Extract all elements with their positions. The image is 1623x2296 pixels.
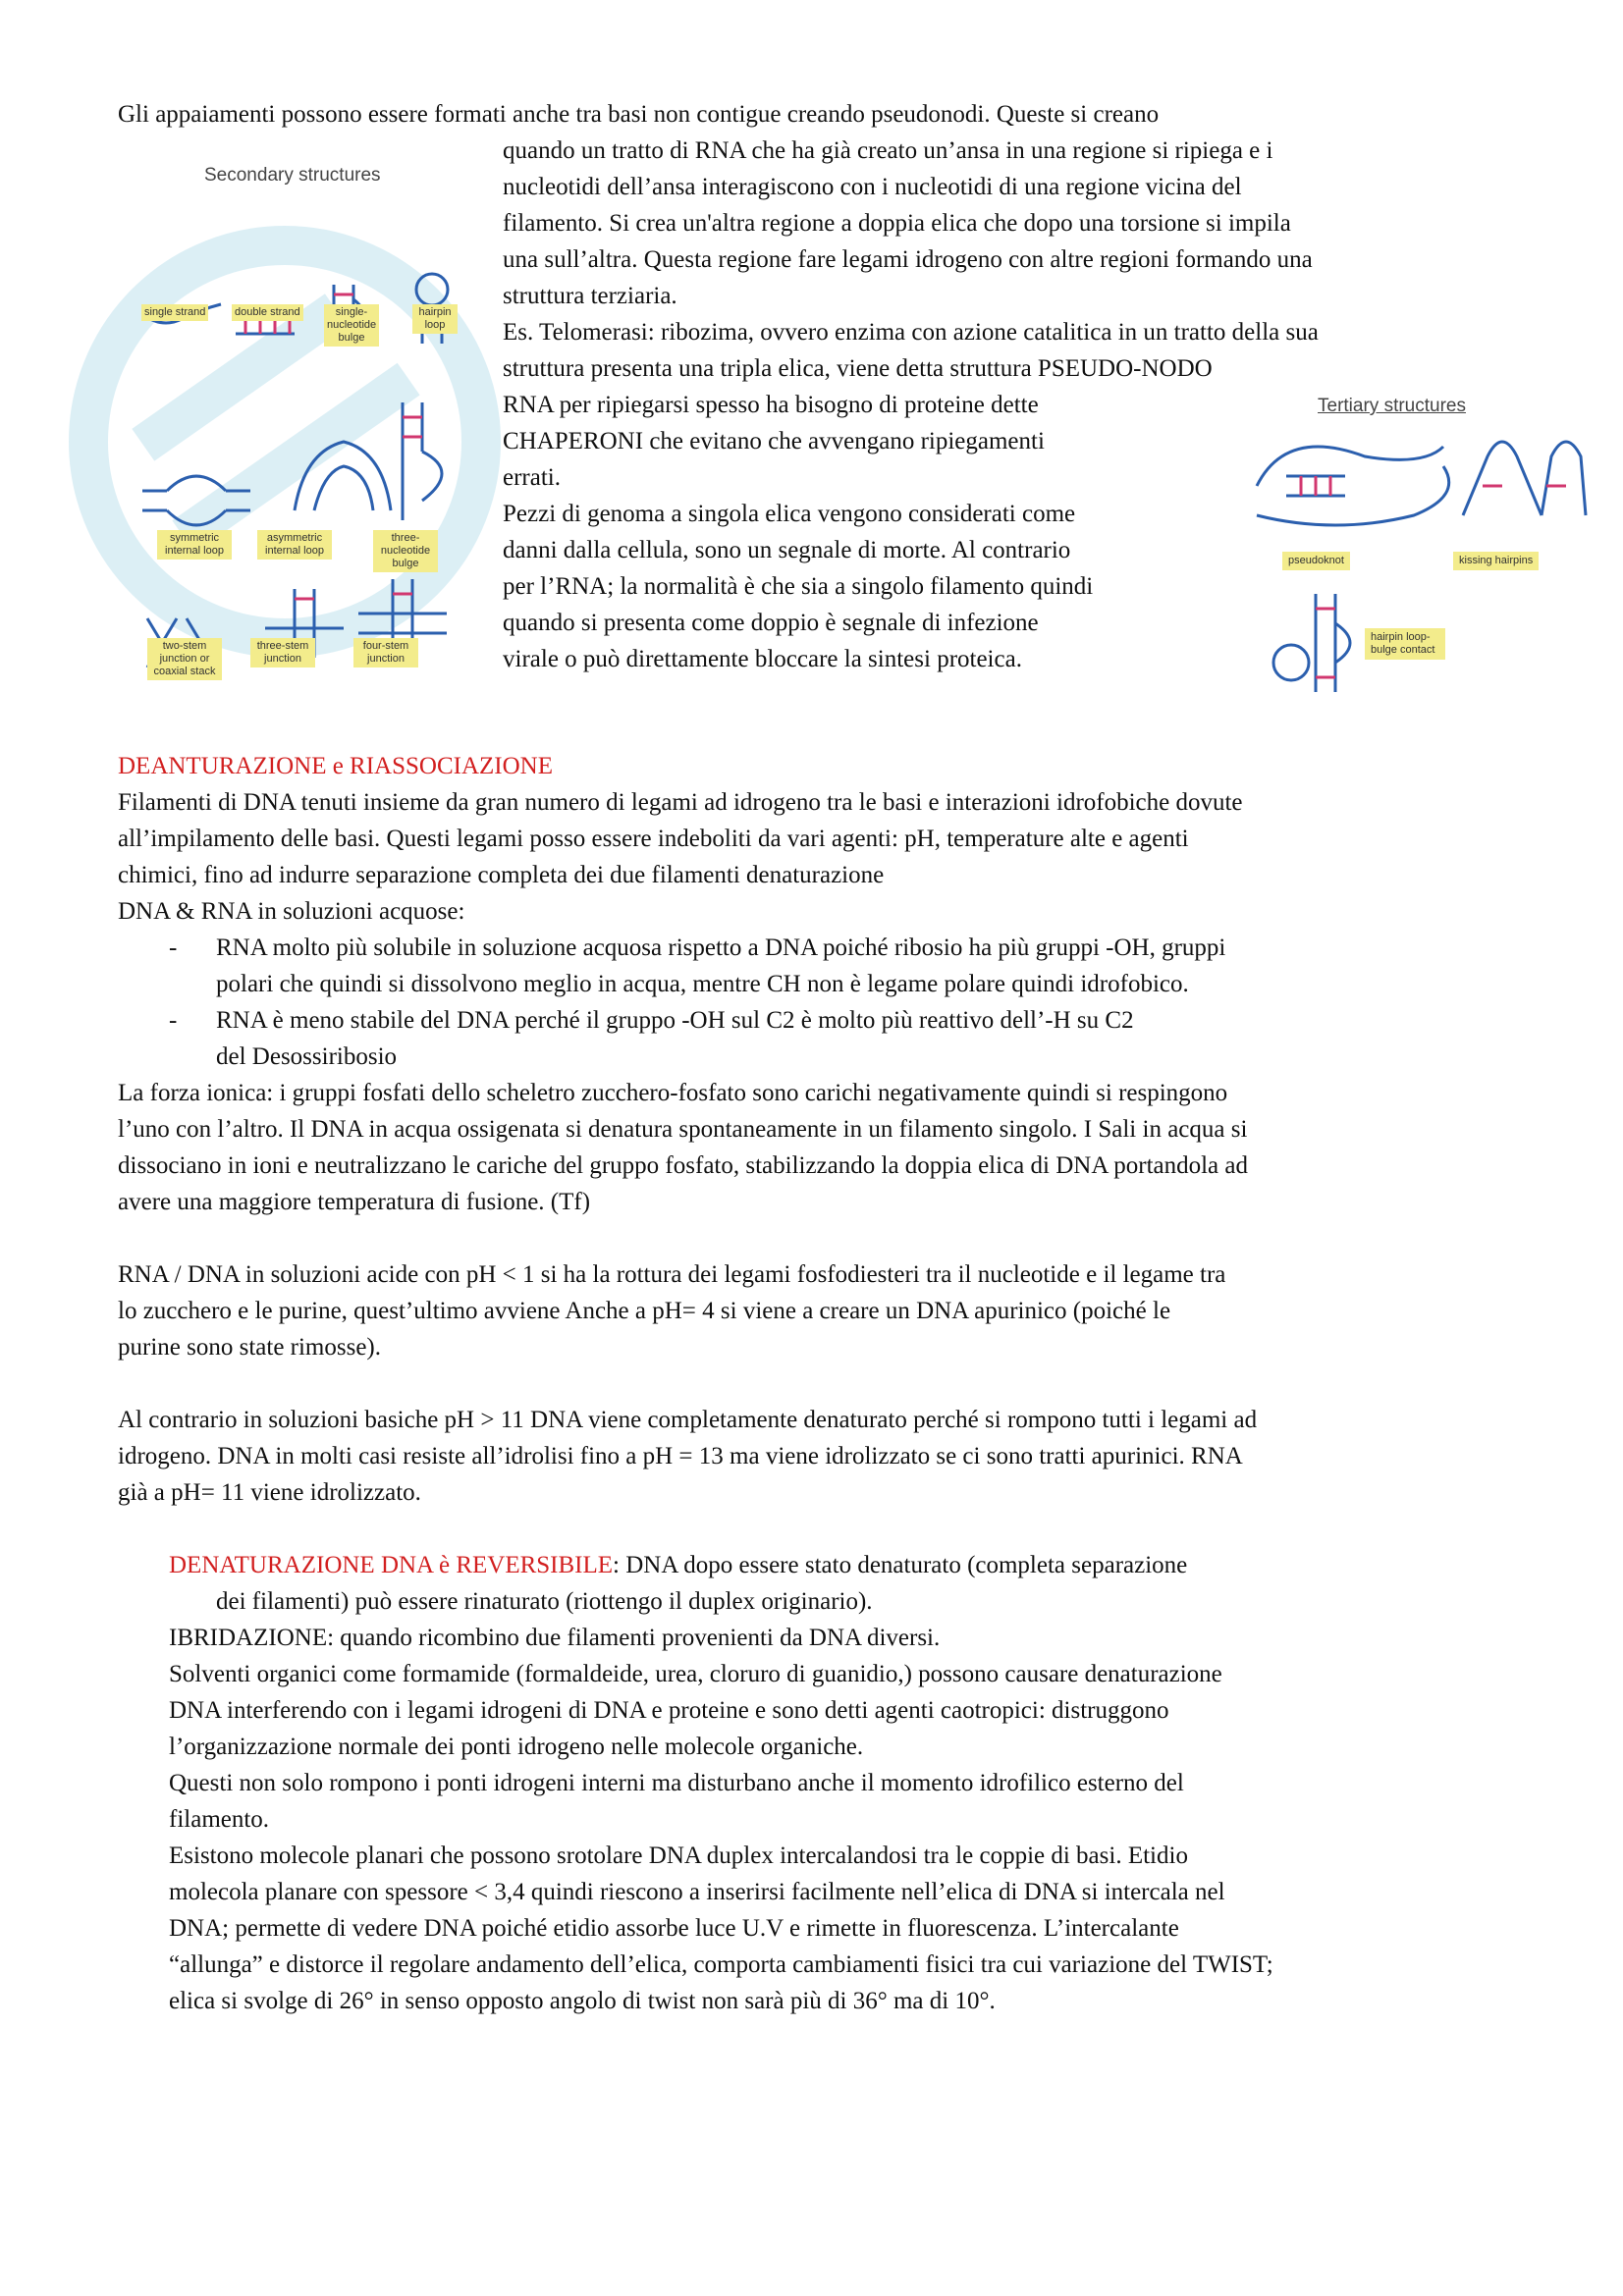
para5-line-4: l’organizzazione normale dei ponti idrogeno nelle molecole organiche. (169, 1734, 864, 1760)
intro-line-15: quando si presenta come doppio è segnale di infezione (503, 610, 1039, 636)
tertiary-structures-title: Tertiary structures (1318, 396, 1466, 416)
para5-line-7: Esistono molecole planari che possono srotolare DNA duplex intercalandosi tra le coppie di basi. Etidio (169, 1842, 1188, 1869)
intro-line-6: struttura terziaria. (503, 283, 677, 309)
label-two-stem-junction: two-stem junction or coaxial stack (147, 638, 222, 680)
para3-line-3: purine sono state rimosse). (118, 1334, 382, 1361)
label-four-stem-junction: four-stem junction (353, 638, 418, 667)
para4-line-3: già a pH= 11 viene idrolizzato. (118, 1479, 421, 1506)
intro-line-2: quando un tratto di RNA che ha già creato un’ansa in una regione si ripiega e i (503, 137, 1273, 164)
para5-line-3: DNA interferendo con i legami idrogeni di DNA e proteine e sono detti agenti caotropici: distruggono (169, 1697, 1169, 1724)
intro-line-9: RNA per ripiegarsi spesso ha bisogno di proteine dette (503, 392, 1039, 418)
intro-line-16: virale o può direttamente bloccare la sintesi proteica. (503, 646, 1022, 672)
tertiary-structures-figure (1247, 388, 1591, 712)
para2-line-1: La forza ionica: i gruppi fosfati dello scheletro zucchero-fosfato sono carichi negativamente quindi si respingono (118, 1080, 1228, 1106)
label-single-nucleotide-bulge: single-nucleotide bulge (324, 304, 379, 347)
section-heading: DEANTURAZIONE e RIASSOCIAZIONE (118, 753, 554, 779)
bullet-1-marker: - (169, 934, 178, 961)
secondary-structures-figure (137, 147, 501, 697)
para1-line-2: all’impilamento delle basi. Questi legami posso essere indeboliti da vari agenti: pH, temperature alte e agenti (118, 826, 1189, 852)
label-hairpin-loop: hairpin loop (412, 304, 458, 334)
intro-line-14: per l’RNA; la normalità è che sia a singolo filamento quindi (503, 573, 1094, 600)
reversible-rest: : DNA dopo essere stato denaturato (completa separazione (613, 1552, 1188, 1578)
intro-line-3: nucleotidi dell’ansa interagiscono con i nucleotidi di una regione vicina del (503, 174, 1242, 200)
reversible-line-2: dei filamenti) può essere rinaturato (riottengo il duplex originario). (216, 1588, 873, 1615)
reversible-line-1 (169, 1547, 1187, 1583)
para4-line-1: Al contrario in soluzioni basiche pH > 11 DNA viene completamente denaturato perché si rompono tutti i legami ad (118, 1407, 1258, 1433)
para5-line-11: elica si svolge di 26° in senso opposto angolo di twist non sarà più di 36° ma di 10°. (169, 1988, 996, 2014)
label-kissing-hairpins: kissing hairpins (1453, 552, 1539, 570)
secondary-structures-title: Secondary structures (204, 165, 381, 186)
intro-line-7: Es. Telomerasi: ribozima, ovvero enzima con azione catalitica in un tratto della sua (503, 319, 1319, 346)
bullet-2-marker: - (169, 1007, 178, 1034)
label-double-strand: double strand (232, 304, 303, 321)
label-three-stem-junction: three-stem junction (250, 638, 315, 667)
para5-line-1: IBRIDAZIONE: quando ricombino due filamenti provenienti da DNA diversi. (169, 1625, 941, 1651)
para5-line-6: filamento. (169, 1806, 270, 1833)
intro-line-13: danni dalla cellula, sono un segnale di morte. Al contrario (503, 537, 1071, 563)
para2-line-3: dissociano in ioni e neutralizzano le cariche del gruppo fosfato, stabilizzando la doppia elica di DNA portandola ad (118, 1152, 1249, 1179)
para5-line-2: Solventi organici come formamide (formaldeide, urea, cloruro di guanidio,) possono causare denaturazione (169, 1661, 1222, 1687)
para1-line-1: Filamenti di DNA tenuti insieme da gran numero di legami ad idrogeno tra le basi e interazioni idrofobiche dovute (118, 789, 1243, 816)
intro-line-10: CHAPERONI che evitano che avvengano ripiegamenti (503, 428, 1045, 454)
para3-line-2: lo zucchero e le purine, quest’ultimo avviene Anche a pH= 4 si viene a creare un DNA apurinico (poiché le (118, 1298, 1171, 1324)
secondary-structures-diagram (137, 206, 501, 697)
intro-line-1: Gli appaiamenti possono essere formati anche tra basi non contigue creando pseudonodi. Queste si creano (118, 101, 1160, 128)
para1-line-3: chimici, fino ad indurre separazione completa dei due filamenti denaturazione (118, 862, 885, 888)
intro-line-5: una sull’altra. Questa regione fare legami idrogeno con altre regioni formando una (503, 246, 1313, 273)
para5-line-5: Questi non solo rompono i ponti idrogeni interni ma disturbano anche il momento idrofilico esterno del (169, 1770, 1184, 1796)
para5-line-9: DNA; permette di vedere DNA poiché etidio assorbe luce U.V e rimette in fluorescenza. L’intercalante (169, 1915, 1179, 1942)
bullet-2-line-2: del Desossiribosio (216, 1043, 398, 1070)
para2-line-4: avere una maggiore temperatura di fusione. (Tf) (118, 1189, 591, 1215)
intro-line-4: filamento. Si crea un'altra regione a doppia elica che dopo una torsione si impila (503, 210, 1291, 237)
intro-line-8: struttura presenta una tripla elica, viene detta struttura PSEUDO-NODO (503, 355, 1213, 382)
intro-line-12: Pezzi di genoma a singola elica vengono considerati come (503, 501, 1076, 527)
label-hairpin-loop-bulge-contact: hairpin loop-bulge contact (1365, 628, 1445, 660)
para4-line-2: idrogeno. DNA in molti casi resiste all’idrolisi fino a pH = 13 ma viene idrolizzato se ci sono tratti apurinici. RNA (118, 1443, 1243, 1469)
para5-line-8: molecola planare con spessore < 3,4 quindi riescono a inserirsi facilmente nell’elica di DNA si intercala nel (169, 1879, 1225, 1905)
label-single-strand: single strand (141, 304, 208, 321)
para3-line-1: RNA / DNA in soluzioni acide con pH < 1 si ha la rottura dei legami fosfodiesteri tra il nucleotide e il legame tra (118, 1261, 1226, 1288)
intro-line-11: errati. (503, 464, 561, 491)
reversible-heading: DENATURAZIONE DNA è REVERSIBILE (169, 1552, 614, 1578)
para5-line-10: “allunga” e distorce il regolare andamento dell’elica, comporta cambiamenti fisici tra cui variazione del TWIST; (169, 1951, 1273, 1978)
label-symmetric-internal-loop: symmetric internal loop (157, 530, 232, 560)
label-three-nucleotide-bulge: three-nucleotide bulge (373, 530, 438, 572)
para2-line-2: l’uno con l’altro. Il DNA in acqua ossigenata si denatura spontaneamente in un filamento singolo. I Sali in acqua si (118, 1116, 1248, 1143)
bullet-1-line-2: polari che quindi si dissolvono meglio in acqua, mentre CH non è legame polare quindi idrofobico. (216, 971, 1189, 997)
label-pseudoknot: pseudoknot (1282, 552, 1350, 570)
label-asymmetric-internal-loop: asymmetric internal loop (257, 530, 332, 560)
bullet-1-line-1: RNA molto più solubile in soluzione acquosa rispetto a DNA poiché ribosio ha più gruppi -OH, gruppi (216, 934, 1226, 961)
bullet-2-line-1: RNA è meno stabile del DNA perché il gruppo -OH sul C2 è molto più reattivo dell’-H su C2 (216, 1007, 1134, 1034)
para1-line-4: DNA & RNA in soluzioni acquose: (118, 898, 465, 925)
